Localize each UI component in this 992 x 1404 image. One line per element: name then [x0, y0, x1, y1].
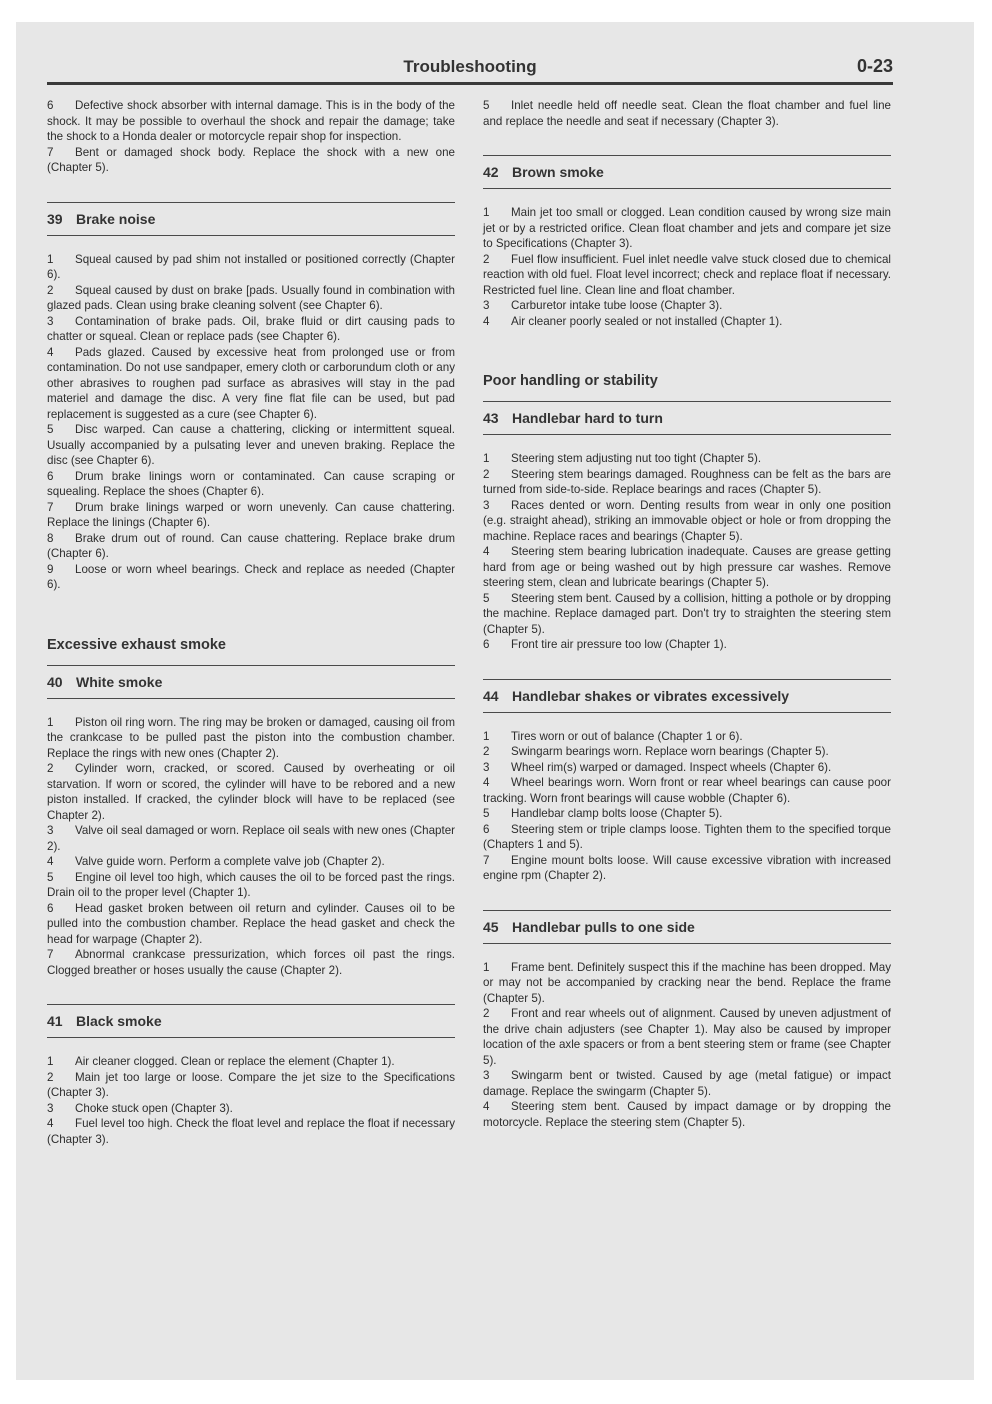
item-number: 4: [47, 1117, 54, 1130]
section-title: Handlebar hard to turn: [512, 410, 663, 426]
list-item: [47, 345, 455, 423]
list-item: [483, 960, 891, 1007]
item-number: 2: [483, 745, 490, 758]
list-item: [47, 98, 455, 145]
list-item: [47, 314, 455, 345]
item-number: 7: [47, 500, 54, 514]
item-number: 7: [483, 853, 490, 867]
item-text: Tires worn or out of balance (Chapter 1 or 6).: [511, 729, 743, 743]
item-text: Head gasket broken between oil return and cylinder. Causes oil to be pulled into the combustion chamber. Replace the head gasket and check the head for warpage (Chapter 2).: [47, 901, 455, 946]
item-text: Squeal caused by dust on brake [pads. Usually found in combination with glazed pads. Clean using brake cleaning solvent (see Chapter 6).: [47, 283, 455, 312]
section-heading-41: [47, 1004, 455, 1038]
list-item: [47, 145, 455, 176]
group-heading-smoke: Excessive exhaust smoke: [47, 636, 226, 653]
item-number: 3: [483, 760, 490, 774]
item-number: 2: [47, 762, 54, 775]
list-item: [47, 1070, 455, 1101]
section-title: Brake noise: [76, 210, 156, 227]
item-number: 3: [47, 824, 54, 837]
section-number: 41: [47, 1013, 63, 1029]
item-text: Steering stem bearing lubrication inadequate. Causes are grease getting hard from age or being washed out by high pressure car washes. Remove steering stem, clean and lubricate bearings (Chapter 5).: [483, 545, 891, 589]
list-item: [47, 469, 455, 500]
list-item: [47, 854, 455, 870]
item-text: Fuel flow insufficient. Fuel inlet needle valve stuck closed due to chemical reaction with old fuel. Float level incorrect; check and replace float if necessary. Restricted fuel line. Clean line and float chamber.: [483, 252, 891, 297]
page-title: Troubleshooting: [403, 57, 537, 76]
section-43-list: [483, 451, 891, 653]
item-number: 8: [47, 531, 54, 545]
list-item: [47, 715, 455, 762]
item-number: 1: [483, 206, 490, 219]
list-item: [483, 760, 891, 776]
list-item: [483, 729, 891, 745]
list-item: [483, 544, 891, 591]
item-text: Steering stem bent. Caused by impact damage or by dropping the motorcycle. Replace the steering stem (Chapter 5).: [483, 1100, 891, 1129]
item-number: 2: [483, 252, 490, 266]
list-item: [47, 422, 455, 469]
list-item: [483, 1099, 891, 1130]
list-item: [483, 98, 891, 129]
item-number: 4: [47, 855, 54, 868]
list-item: [47, 1116, 455, 1147]
item-number: 6: [47, 901, 54, 915]
item-number: 5: [47, 423, 54, 436]
section-title: Brown smoke: [512, 164, 604, 180]
item-text: Engine oil level too high, which causes the oil to be forced past the rings. Drain oil to the proper level (Chapter 1).: [47, 870, 455, 899]
item-text: Disc warped. Can cause a chattering, clicking or intermittent squeal. Usually accompanied by a pulsating lever and uneven braking. Replace the disc (see Chapter 6).: [47, 423, 455, 467]
section-39-list: [47, 252, 455, 593]
item-number: 2: [47, 283, 54, 297]
item-number: 5: [483, 807, 490, 820]
item-number: 3: [483, 498, 490, 512]
list-item: [47, 1054, 455, 1070]
list-item: [47, 947, 455, 978]
item-number: 9: [47, 562, 54, 576]
page-number: 0-23: [856, 56, 893, 76]
list-item: [483, 205, 891, 252]
list-item: [483, 498, 891, 545]
item-number: 5: [483, 591, 490, 605]
section-heading-42: [483, 155, 891, 189]
section-45-list: [483, 960, 891, 1131]
item-text: Defective shock absorber with internal damage. This is in the body of the shock. It may be possible to overhaul the shock and repair the damage; take the shock to a Honda dealer or motorcycle repair shop for inspection.: [47, 99, 455, 143]
item-text: Main jet too large or loose. Compare the jet size to the Specifications (Chapter 3).: [47, 1070, 455, 1099]
item-number: 6: [483, 822, 490, 836]
item-text: Loose or worn wheel bearings. Check and replace as needed (Chapter 6).: [47, 562, 455, 591]
item-text: Steering stem bent. Caused by a collision, hitting a pothole or by dropping the machine. Replace damaged part. Don't try to straighten the steering stem (Chapter 5).: [483, 591, 891, 636]
item-number: 1: [47, 252, 54, 266]
section-40-list: [47, 715, 455, 979]
section-number: 39: [47, 210, 63, 227]
item-text: Swingarm bent or twisted. Caused by age (metal fatigue) or impact damage. Replace the swingarm (Chapter 5).: [483, 1069, 891, 1098]
item-text: Steering stem or triple clamps loose. Tighten them to the specified torque (Chapters 1 and 5).: [483, 822, 891, 851]
list-item: [483, 744, 891, 760]
item-number: 6: [483, 638, 490, 651]
list-item: [47, 761, 455, 823]
section-title: White smoke: [76, 673, 163, 690]
section-heading-43: [483, 401, 891, 435]
item-text: Carburetor intake tube loose (Chapter 3).: [511, 299, 723, 312]
section-number: 45: [483, 918, 499, 935]
list-item: [47, 1101, 455, 1117]
list-item: [47, 823, 455, 854]
item-number: 3: [47, 1101, 54, 1115]
section-44-list: [483, 729, 891, 884]
item-text: Valve oil seal damaged or worn. Replace oil seals with new ones (Chapter 2).: [47, 824, 456, 853]
section-number: 42: [483, 164, 499, 180]
item-text: Drum brake linings warped or worn unevenly. Can cause chattering. Replace the linings (Chapter 6).: [47, 500, 455, 529]
item-text: Pads glazed. Caused by excessive heat from prolonged use or from contamination. Do not use sandpaper, emery cloth or carborundum cloth or any other abrasives to roughen pad surface as abrasives will stay in the pad materiel and damage the disc. A very fine flat file can be used, but pad replacement is suggested as a cure (see Chapter 6).: [47, 345, 455, 421]
page-header: [47, 55, 893, 85]
item-text: Abnormal crankcase pressurization, which forces oil past the rings. Clogged breather or hoses usually the cause (Chapter 2).: [47, 948, 455, 977]
item-text: Fuel level too high. Check the float level and replace the float if necessary (Chapter 3).: [47, 1117, 455, 1146]
item-number: 1: [47, 715, 54, 729]
item-number: 4: [483, 314, 490, 328]
item-text: Air cleaner poorly sealed or not installed (Chapter 1).: [511, 314, 783, 328]
item-text: Valve guide worn. Perform a complete valve job (Chapter 2).: [75, 855, 385, 868]
item-text: Steering stem bearings damaged. Roughness can be felt as the bars are turned from side-to-side. Replace bearings and races (Chapter 5).: [483, 467, 891, 496]
item-number: 3: [483, 1069, 490, 1082]
item-text: Air cleaner clogged. Clean or replace the element (Chapter 1).: [75, 1055, 395, 1068]
list-item: [483, 298, 891, 314]
item-text: Front tire air pressure too low (Chapter 1).: [511, 638, 727, 651]
item-text: Races dented or worn. Denting results from wear in only one position (e.g. straight ahead), striking an immovable object or hole or from dropping the machine. Replace races and bearings (Chapter 5).: [483, 498, 891, 543]
item-text: Swingarm bearings worn. Replace worn bearings (Chapter 5).: [511, 745, 829, 758]
list-item: [47, 901, 455, 948]
item-number: 7: [47, 145, 54, 159]
section-42-list: [483, 205, 891, 329]
right-column: [483, 98, 891, 1130]
list-item: [483, 853, 891, 884]
list-item: [483, 467, 891, 498]
section-title: Black smoke: [76, 1013, 162, 1029]
item-text: Contamination of brake pads. Oil, brake fluid or dirt causing pads to chatter or squeal. Clean or replace pads (see Chapter 6).: [47, 314, 455, 343]
section-41-list: [47, 1054, 455, 1147]
item-number: 6: [47, 469, 54, 483]
item-number: 1: [483, 729, 490, 743]
item-text: Squeal caused by pad shim not installed or positioned correctly (Chapter 6).: [47, 252, 455, 281]
item-number: 3: [483, 299, 490, 312]
item-number: 5: [47, 870, 54, 884]
item-number: 1: [483, 452, 490, 465]
list-item: [483, 1068, 891, 1099]
item-number: 4: [483, 1100, 490, 1113]
section-number: 44: [483, 687, 499, 704]
section-heading-44: [483, 679, 891, 713]
item-number: 5: [483, 99, 490, 112]
list-item: [47, 531, 455, 562]
item-text: Front and rear wheels out of alignment. Caused by uneven adjustment of the drive chain adjusters (see Chapter 1). May also be caused by improper location of the axle spacers or from a bent steering stem or frame (see Chapter 5).: [483, 1007, 891, 1067]
item-number: 3: [47, 314, 54, 328]
item-text: Brake drum out of round. Can cause chattering. Replace brake drum (Chapter 6).: [47, 531, 455, 560]
item-text: Frame bent. Definitely suspect this if the machine has been dropped. May or may not be accompanied by cracking near the bend. Replace the frame (Chapter 5).: [483, 960, 891, 1005]
item-text: Wheel rim(s) warped or damaged. Inspect wheels (Chapter 6).: [511, 760, 832, 774]
left-column: [47, 98, 455, 1147]
item-number: 4: [47, 345, 54, 359]
item-text: Drum brake linings worn or contaminated. Can cause scraping or squealing. Replace the shoes (Chapter 6).: [47, 469, 455, 498]
right-intro: [483, 98, 891, 129]
item-text: Piston oil ring worn. The ring may be broken or damaged, causing oil from the crankcase to be pulled past the piston into the combustion chamber. Replace the rings with new ones (Chapter 2).: [47, 715, 455, 760]
item-text: Engine mount bolts loose. Will cause excessive vibration with increased engine rpm (Chapter 2).: [483, 853, 891, 882]
section-number: 43: [483, 410, 499, 426]
list-item: [47, 283, 455, 314]
section-heading-45: [483, 910, 891, 944]
section-title: Handlebar shakes or vibrates excessively: [512, 687, 790, 704]
list-item: [483, 806, 891, 822]
item-text: Cylinder worn, cracked, or scored. Caused by overheating or oil starvation. If worn or scored, the cylinder will have to be rebored and a new piston installed. If cracked, the cylinder block will have to be replaced (see Chapter 2).: [47, 762, 455, 822]
list-item: [47, 562, 455, 593]
list-item: [47, 252, 455, 283]
item-number: 2: [47, 1070, 54, 1084]
item-text: Inlet needle held off needle seat. Clean the float chamber and fuel line and replace the needle and seat if necessary (Chapter 3).: [483, 99, 891, 128]
section-heading-39: [47, 202, 455, 236]
list-item: [47, 870, 455, 901]
item-number: 4: [483, 776, 490, 789]
header-rule: [47, 82, 893, 85]
item-text: Bent or damaged shock body. Replace the shock with a new one (Chapter 5).: [47, 145, 455, 174]
list-item: [483, 314, 891, 330]
list-item: [483, 822, 891, 853]
item-number: 7: [47, 948, 54, 961]
item-text: Handlebar clamp bolts loose (Chapter 5).: [511, 807, 723, 820]
section-title: Handlebar pulls to one side: [512, 918, 695, 935]
item-text: Main jet too small or clogged. Lean condition caused by wrong size main jet or by a restricted orifice. Clean float chamber and jets and compare jet size to Specifications (Chapter 3).: [483, 206, 891, 250]
left-intro: [47, 98, 455, 176]
section-number: 40: [47, 673, 63, 690]
list-item: [483, 591, 891, 638]
item-number: 2: [483, 1007, 490, 1020]
group-heading-handling: Poor handling or stability: [483, 373, 658, 389]
item-number: 1: [483, 960, 490, 974]
item-number: 1: [47, 1055, 54, 1068]
section-heading-40: [47, 665, 455, 699]
list-item: [483, 775, 891, 806]
list-item: [483, 637, 891, 653]
list-item: [47, 500, 455, 531]
list-item: [483, 1006, 891, 1068]
item-text: Steering stem adjusting nut too tight (Chapter 5).: [511, 452, 762, 465]
item-number: 6: [47, 99, 54, 112]
item-text: Choke stuck open (Chapter 3).: [75, 1101, 233, 1115]
list-item: [483, 252, 891, 299]
item-number: 2: [483, 467, 490, 481]
list-item: [483, 451, 891, 467]
item-text: Wheel bearings worn. Worn front or rear wheel bearings can cause poor tracking. Worn front bearings will cause wobble (Chapter 6).: [483, 776, 891, 805]
item-number: 4: [483, 545, 490, 558]
